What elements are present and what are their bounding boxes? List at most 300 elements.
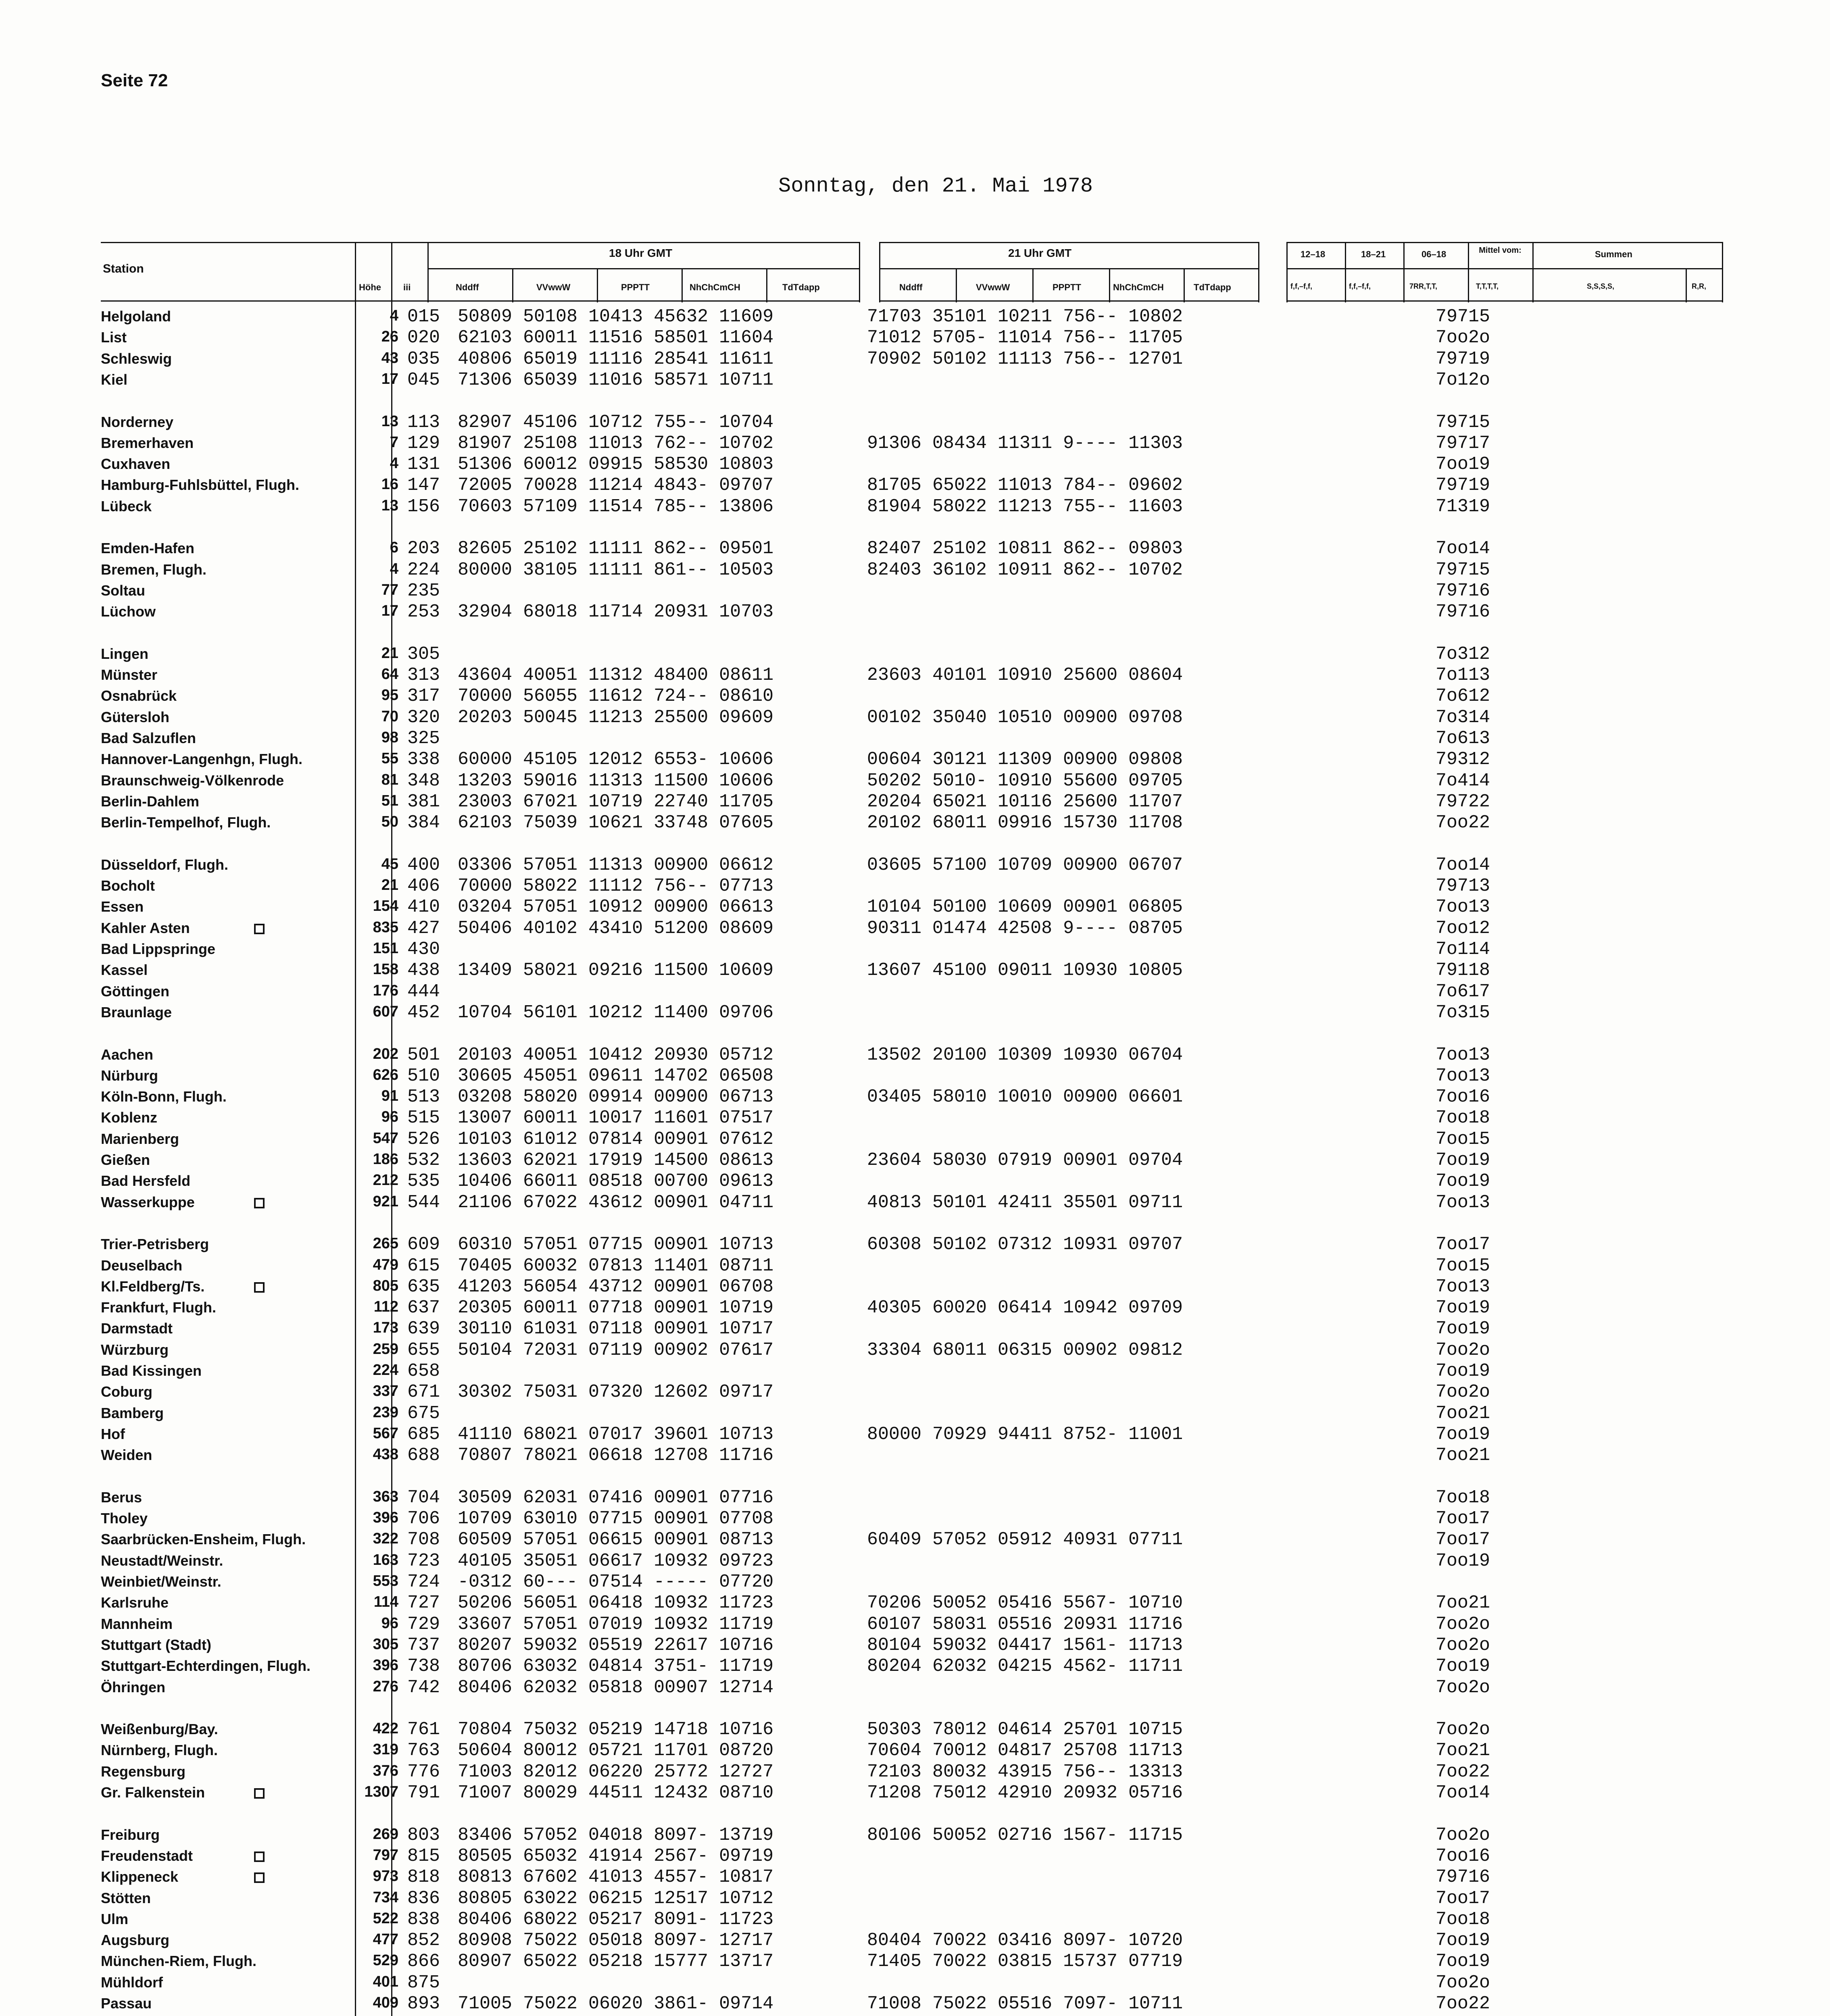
station-height: 259 xyxy=(373,1340,398,1358)
mean-value: 7oo13 xyxy=(1436,897,1490,918)
station-name: Frankfurt, Flugh. xyxy=(101,1299,216,1316)
mean-value: 7oo16 xyxy=(1436,1087,1490,1108)
station-header-rule xyxy=(101,300,355,302)
station-name: Essen xyxy=(101,898,144,915)
obs-21-gmt: 03405 58010 10010 00900 06601 xyxy=(867,1087,1183,1108)
station-name: Schleswig xyxy=(101,350,172,367)
mean-value: 7oo19 xyxy=(1436,1550,1490,1571)
station-index: 313 xyxy=(407,665,440,686)
obs-21-gmt: 20102 68011 09916 15730 11708 xyxy=(867,812,1183,833)
mean-value: 7oo2o xyxy=(1436,1635,1490,1656)
station-height: 151 xyxy=(373,940,398,957)
obs-18-gmt: 80505 65032 41914 2567- 09719 xyxy=(458,1845,774,1866)
station-height: 186 xyxy=(373,1151,398,1168)
station-height: 50 xyxy=(381,813,398,831)
station-index: 671 xyxy=(407,1382,440,1403)
station-height: 239 xyxy=(373,1404,398,1421)
station-index: 738 xyxy=(407,1656,440,1677)
header-12-18: 12–18 xyxy=(1301,249,1326,259)
obs-18-gmt: 70405 60032 07813 11401 08711 xyxy=(458,1255,774,1276)
header-21-col4: NhChCmCH xyxy=(1113,282,1164,292)
header-mid-rule xyxy=(427,268,859,269)
station-index: 501 xyxy=(407,1044,440,1065)
station-height: 55 xyxy=(381,750,398,767)
station-height: 1307 xyxy=(364,1783,398,1800)
mean-value: 7o312 xyxy=(1436,644,1490,664)
obs-18-gmt: 80805 63022 06215 12517 10712 xyxy=(458,1888,774,1909)
obs-18-gmt: 43604 40051 11312 48400 08611 xyxy=(458,665,774,686)
station-height: 17 xyxy=(381,602,398,620)
station-name: Bad Kissingen xyxy=(101,1362,202,1379)
col-rule-18-sub1 xyxy=(512,268,513,302)
obs-18-gmt: 80207 59032 05519 22617 10716 xyxy=(458,1635,774,1656)
station-index: 400 xyxy=(407,854,440,875)
obs-21-gmt: 90311 01474 42508 9---- 08705 xyxy=(867,918,1183,939)
station-name: Kl.Feldberg/Ts. xyxy=(101,1278,205,1295)
station-index: 776 xyxy=(407,1761,440,1782)
obs-18-gmt: 10704 56101 10212 11400 09706 xyxy=(458,1002,774,1023)
station-index: 836 xyxy=(407,1888,440,1909)
station-name: Kassel xyxy=(101,962,148,979)
station-name: Regensburg xyxy=(101,1763,186,1780)
station-name: Tholey xyxy=(101,1510,148,1527)
station-index: 305 xyxy=(407,644,440,664)
station-index: 737 xyxy=(407,1635,440,1656)
mean-value: 79715 xyxy=(1436,412,1490,433)
station-index: 348 xyxy=(407,770,440,791)
station-name: Weiden xyxy=(101,1447,152,1464)
station-height: 114 xyxy=(373,1593,398,1611)
obs-21-gmt: 60107 58031 05516 20931 11716 xyxy=(867,1614,1183,1635)
obs-18-gmt: 70807 78021 06618 12708 11716 xyxy=(458,1445,774,1466)
obs-21-gmt: 82407 25102 10811 862-- 09803 xyxy=(867,538,1183,559)
header-18-col5: TdTdapp xyxy=(782,282,820,292)
header-21-uhr: 21 Uhr GMT xyxy=(1008,247,1072,259)
mean-value: 7oo19 xyxy=(1436,1297,1490,1318)
header-sub-summen1: S,S,S,S, xyxy=(1587,282,1615,290)
station-index: 532 xyxy=(407,1150,440,1170)
mean-value: 7oo15 xyxy=(1436,1129,1490,1150)
obs-18-gmt: 40806 65019 11116 28541 11611 xyxy=(458,348,774,369)
station-index: 235 xyxy=(407,580,440,601)
header-18-col3: PPPTT xyxy=(621,282,650,292)
mean-value: 7oo14 xyxy=(1436,854,1490,875)
station-name: Bamberg xyxy=(101,1404,164,1421)
col-rule-18-sub2 xyxy=(597,268,598,302)
mean-value: 7oo21 xyxy=(1436,1593,1490,1614)
station-name: Trier-Petrisberg xyxy=(101,1236,209,1253)
station-index: 727 xyxy=(407,1593,440,1614)
obs-21-gmt: 33304 68011 06315 00902 09812 xyxy=(867,1339,1183,1360)
station-name: Bad Lippspringe xyxy=(101,941,216,957)
obs-21-gmt: 23604 58030 07919 00901 09704 xyxy=(867,1150,1183,1170)
header-bottom-rule xyxy=(355,300,859,302)
obs-18-gmt: 33607 57051 07019 10932 11719 xyxy=(458,1614,774,1635)
station-index: 381 xyxy=(407,791,440,812)
col-rule-iii-right xyxy=(427,242,429,302)
mean-value: 7oo2o xyxy=(1436,1614,1490,1635)
station-index: 724 xyxy=(407,1572,440,1592)
station-height: 396 xyxy=(373,1657,398,1674)
station-name: Karlsruhe xyxy=(101,1594,169,1611)
obs-18-gmt: 21106 67022 43612 00901 04711 xyxy=(458,1192,774,1213)
obs-21-gmt: 71012 5705- 11014 756-- 11705 xyxy=(867,327,1183,348)
obs-18-gmt: 03306 57051 11313 00900 06612 xyxy=(458,854,774,875)
mean-value: 7oo2o xyxy=(1436,1719,1490,1740)
mean-value: 7oo22 xyxy=(1436,1993,1490,2014)
page-number: Seite 72 xyxy=(101,71,168,90)
obs-18-gmt: 62103 75039 10621 33748 07605 xyxy=(458,812,774,833)
station-index: 203 xyxy=(407,538,440,559)
mean-value: 7oo19 xyxy=(1436,1951,1490,1972)
station-height: 21 xyxy=(381,644,398,662)
station-height: 422 xyxy=(373,1720,398,1737)
station-height: 265 xyxy=(373,1235,398,1252)
mean-value: 7o613 xyxy=(1436,728,1490,749)
mean-value: 79118 xyxy=(1436,960,1490,981)
obs-18-gmt: 50206 56051 06418 10932 11723 xyxy=(458,1593,774,1614)
station-index: 852 xyxy=(407,1930,440,1951)
mean-value: 7o612 xyxy=(1436,686,1490,707)
col-rule-18-end xyxy=(859,242,860,302)
obs-18-gmt: 03208 58020 09914 00900 06713 xyxy=(458,1087,774,1108)
station-height: 376 xyxy=(373,1762,398,1779)
station-index: 427 xyxy=(407,918,440,939)
station-index: 791 xyxy=(407,1783,440,1803)
station-index: 535 xyxy=(407,1171,440,1192)
mean-value: 7o314 xyxy=(1436,707,1490,728)
col-rule-21-sub3 xyxy=(1109,268,1110,302)
station-height: 43 xyxy=(381,349,398,367)
col-rule-18-sub3 xyxy=(682,268,683,302)
table-top-rule-21 xyxy=(879,242,1258,243)
station-name: Passau xyxy=(101,1995,152,2012)
obs-21-gmt: 71208 75012 42910 20932 05716 xyxy=(867,1783,1183,1803)
obs-21-gmt: 40813 50101 42411 35501 09711 xyxy=(867,1192,1183,1213)
station-height: 522 xyxy=(373,1910,398,1927)
mean-value: 79715 xyxy=(1436,559,1490,580)
mean-value: 7oo14 xyxy=(1436,538,1490,559)
station-name: Hannover-Langenhgn, Flugh. xyxy=(101,751,302,768)
obs-18-gmt: 70804 75032 05219 14718 10716 xyxy=(458,1719,774,1740)
obs-18-gmt: 80813 67602 41013 4557- 10817 xyxy=(458,1867,774,1888)
header-18-21: 18–21 xyxy=(1361,249,1386,259)
obs-18-gmt: 71007 80029 44511 12432 08710 xyxy=(458,1783,774,1803)
obs-21-gmt: 70902 50102 11113 756-- 12701 xyxy=(867,348,1183,369)
station-height: 547 xyxy=(373,1129,398,1147)
station-name: Kahler Asten xyxy=(101,919,190,936)
station-name: Kiel xyxy=(101,371,128,388)
station-height: 17 xyxy=(381,370,398,387)
mean-value: 7o315 xyxy=(1436,1002,1490,1023)
mean-value: 7oo17 xyxy=(1436,1888,1490,1909)
header-mid-rule-right xyxy=(1286,268,1722,269)
station-name: Darmstadt xyxy=(101,1320,173,1337)
header-bottom-rule-21 xyxy=(879,300,1258,302)
obs-18-gmt: 03204 57051 10912 00900 06613 xyxy=(458,897,774,918)
station-index: 338 xyxy=(407,749,440,770)
station-index: 452 xyxy=(407,1002,440,1023)
obs-21-gmt: 71703 35101 10211 756-- 10802 xyxy=(867,306,1183,327)
mean-value: 7oo2o xyxy=(1436,1382,1490,1403)
mean-value: 7o414 xyxy=(1436,770,1490,791)
obs-18-gmt: 13409 58021 09216 11500 10609 xyxy=(458,960,774,981)
col-rule-18-sub4 xyxy=(766,268,767,302)
mean-value: 79716 xyxy=(1436,580,1490,601)
obs-18-gmt: 50809 50108 10413 45632 11609 xyxy=(458,306,774,327)
station-name: Öhringen xyxy=(101,1679,165,1695)
station-name: Hamburg-Fuhlsbüttel, Flugh. xyxy=(101,477,299,494)
station-height: 269 xyxy=(373,1825,398,1843)
header-18-col4: NhChCmCH xyxy=(690,282,740,292)
station-index: 526 xyxy=(407,1129,440,1150)
station-height: 4 xyxy=(390,455,398,472)
obs-18-gmt: 41203 56054 43712 00901 06708 xyxy=(458,1276,774,1297)
mean-value: 7oo19 xyxy=(1436,1171,1490,1192)
mean-value: 79719 xyxy=(1436,475,1490,496)
station-name: List xyxy=(101,329,127,346)
header-hoehe: Höhe xyxy=(359,282,381,292)
station-name: Berus xyxy=(101,1489,142,1506)
station-height: 401 xyxy=(373,1973,398,1990)
header-sub-0618: 7RR,T,T, xyxy=(1409,282,1438,290)
obs-18-gmt: 51306 60012 09915 58530 10803 xyxy=(458,454,774,475)
station-height: 81 xyxy=(381,771,398,788)
station-index: 893 xyxy=(407,1993,440,2014)
station-index: 818 xyxy=(407,1867,440,1888)
station-height: 337 xyxy=(373,1383,398,1400)
obs-18-gmt: 71003 82012 06220 25772 12727 xyxy=(458,1761,774,1782)
obs-18-gmt: 50406 40102 43410 51200 08609 xyxy=(458,918,774,939)
station-index: 129 xyxy=(407,433,440,454)
obs-21-gmt: 10104 50100 10609 00901 06805 xyxy=(867,897,1183,918)
mean-value: 7oo17 xyxy=(1436,1234,1490,1255)
mean-value: 7o12o xyxy=(1436,369,1490,390)
mean-value: 79713 xyxy=(1436,876,1490,897)
station-name: Bad Hersfeld xyxy=(101,1173,191,1189)
obs-18-gmt: 10406 66011 08518 00700 09613 xyxy=(458,1171,774,1192)
station-index: 761 xyxy=(407,1719,440,1740)
station-name: Freudenstadt xyxy=(101,1847,193,1864)
station-height: 305 xyxy=(373,1635,398,1653)
station-height: 7 xyxy=(390,433,398,451)
obs-18-gmt: 60000 45105 12012 6553- 10606 xyxy=(458,749,774,770)
mean-value: 7oo13 xyxy=(1436,1276,1490,1297)
station-name: Deuselbach xyxy=(101,1257,183,1274)
station-name: Gr. Falkenstein xyxy=(101,1784,205,1801)
station-height: 173 xyxy=(373,1319,398,1337)
station-index: 639 xyxy=(407,1318,440,1339)
station-height: 477 xyxy=(373,1931,398,1948)
open-square-marker xyxy=(254,1198,265,1208)
obs-21-gmt: 80204 62032 04215 4562- 11711 xyxy=(867,1656,1183,1677)
station-index: 515 xyxy=(407,1108,440,1129)
open-square-marker xyxy=(254,1872,265,1883)
mean-value: 7oo18 xyxy=(1436,1487,1490,1508)
col-rule-r xyxy=(1686,268,1687,302)
station-name: Bocholt xyxy=(101,877,155,894)
date-heading: Sonntag, den 21. Mai 1978 xyxy=(778,174,1093,198)
mean-value: 7oo2o xyxy=(1436,1677,1490,1698)
station-index: 742 xyxy=(407,1677,440,1698)
open-square-marker xyxy=(254,1282,265,1293)
mean-value: 7oo16 xyxy=(1436,1845,1490,1866)
mean-value: 7oo19 xyxy=(1436,1424,1490,1445)
station-name: Lübeck xyxy=(101,498,152,514)
mean-value: 7oo22 xyxy=(1436,1761,1490,1782)
station-index: 609 xyxy=(407,1234,440,1255)
col-rule-mittel xyxy=(1468,242,1469,302)
obs-21-gmt: 40305 60020 06414 10942 09709 xyxy=(867,1297,1183,1318)
station-name: München-Riem, Flugh. xyxy=(101,1953,256,1970)
station-name: Augsburg xyxy=(101,1932,169,1949)
station-index: 513 xyxy=(407,1087,440,1108)
station-height: 21 xyxy=(381,877,398,894)
header-18-uhr: 18 Uhr GMT xyxy=(609,247,673,259)
station-name: Stuttgart (Stadt) xyxy=(101,1636,211,1653)
station-height: 921 xyxy=(373,1193,398,1210)
header-sub-1821: f,f,–f,f, xyxy=(1349,282,1371,290)
station-name: Berlin-Dahlem xyxy=(101,793,200,810)
station-height: 202 xyxy=(373,1045,398,1062)
obs-21-gmt: 13502 20100 10309 10930 06704 xyxy=(867,1044,1183,1065)
station-height: 797 xyxy=(373,1846,398,1864)
station-name: Helgoland xyxy=(101,308,171,325)
obs-18-gmt: 81907 25108 11013 762-- 10702 xyxy=(458,433,774,454)
station-index: 685 xyxy=(407,1424,440,1445)
station-index: 015 xyxy=(407,306,440,327)
station-index: 113 xyxy=(407,412,440,433)
station-name: Coburg xyxy=(101,1383,152,1400)
station-index: 675 xyxy=(407,1403,440,1424)
mean-value: 7oo19 xyxy=(1436,1318,1490,1339)
obs-21-gmt: 70206 50052 05416 5567- 10710 xyxy=(867,1593,1183,1614)
col-rule-21-start xyxy=(879,242,880,302)
station-index: 156 xyxy=(407,496,440,517)
obs-21-gmt: 50303 78012 04614 25701 10715 xyxy=(867,1719,1183,1740)
station-height: 13 xyxy=(381,412,398,430)
header-bottom-rule-right xyxy=(1286,300,1722,302)
mean-value: 79716 xyxy=(1436,1867,1490,1888)
col-rule-summen xyxy=(1532,242,1534,302)
station-name: Würzburg xyxy=(101,1341,169,1358)
obs-18-gmt: 72005 70028 11214 4843- 09707 xyxy=(458,475,774,496)
station-height: 396 xyxy=(373,1509,398,1527)
station-index: 384 xyxy=(407,812,440,833)
station-name: Osnabrück xyxy=(101,687,177,704)
obs-18-gmt: 82605 25102 11111 862-- 09501 xyxy=(458,538,774,559)
mean-value: 7oo12 xyxy=(1436,918,1490,939)
obs-21-gmt: 80104 59032 04417 1561- 11713 xyxy=(867,1635,1183,1656)
station-height: 77 xyxy=(381,581,398,598)
obs-18-gmt: 70000 58022 11112 756-- 07713 xyxy=(458,876,774,897)
station-index: 875 xyxy=(407,1972,440,1993)
station-index: 045 xyxy=(407,369,440,390)
obs-18-gmt: 83406 57052 04018 8097- 13719 xyxy=(458,1824,774,1845)
obs-18-gmt: 70000 56055 11612 724-- 08610 xyxy=(458,686,774,707)
station-height: 734 xyxy=(373,1889,398,1906)
mean-value: 7oo13 xyxy=(1436,1044,1490,1065)
station-name: Düsseldorf, Flugh. xyxy=(101,856,229,873)
mean-value: 7oo13 xyxy=(1436,1192,1490,1213)
mean-value: 79717 xyxy=(1436,433,1490,454)
obs-21-gmt: 82403 36102 10911 862-- 10702 xyxy=(867,559,1183,580)
header-21-col2: VVwwW xyxy=(976,282,1010,292)
obs-18-gmt: -0312 60--- 07514 ----- 07720 xyxy=(458,1572,774,1592)
mean-value: 7oo17 xyxy=(1436,1508,1490,1529)
station-height: 363 xyxy=(373,1488,398,1505)
mean-value: 7oo19 xyxy=(1436,1656,1490,1677)
table-top-rule xyxy=(355,242,859,243)
mean-value: 7oo15 xyxy=(1436,1255,1490,1276)
obs-18-gmt: 30509 62031 07416 00901 07716 xyxy=(458,1487,774,1508)
obs-18-gmt: 50604 80012 05721 11701 08720 xyxy=(458,1740,774,1761)
obs-18-gmt: 82907 45106 10712 755-- 10704 xyxy=(458,412,774,433)
station-index: 035 xyxy=(407,348,440,369)
station-height: 319 xyxy=(373,1741,398,1758)
station-height: 96 xyxy=(381,1108,398,1126)
header-06-18: 06–18 xyxy=(1421,249,1446,259)
obs-21-gmt: 70604 70012 04817 25708 11713 xyxy=(867,1740,1183,1761)
station-name: Aachen xyxy=(101,1046,154,1063)
obs-18-gmt: 71005 75022 06020 3861- 09714 xyxy=(458,1993,774,2014)
station-name: Bremerhaven xyxy=(101,434,194,451)
station-index: 020 xyxy=(407,327,440,348)
station-height: 70 xyxy=(381,708,398,725)
obs-18-gmt: 40105 35051 06617 10932 09723 xyxy=(458,1550,774,1571)
obs-21-gmt: 00102 35040 10510 00900 09708 xyxy=(867,707,1183,728)
obs-21-gmt: 23603 40101 10910 25600 08604 xyxy=(867,665,1183,686)
station-index: 655 xyxy=(407,1339,440,1360)
station-index: 763 xyxy=(407,1740,440,1761)
mean-value: 7oo21 xyxy=(1436,1403,1490,1424)
obs-21-gmt: 20204 65021 10116 25600 11707 xyxy=(867,791,1183,812)
station-name: Bad Salzuflen xyxy=(101,730,196,746)
station-name: Nürnberg, Flugh. xyxy=(101,1742,218,1759)
mean-value: 7o617 xyxy=(1436,981,1490,1002)
header-21-col5: TdTdapp xyxy=(1194,282,1231,292)
station-height: 91 xyxy=(381,1087,398,1105)
obs-18-gmt: 20203 50045 11213 25500 09609 xyxy=(458,707,774,728)
col-rule-1821 xyxy=(1345,242,1346,302)
header-sub-summen2: R,R, xyxy=(1692,282,1706,290)
obs-18-gmt: 10103 61012 07814 00901 07612 xyxy=(458,1129,774,1150)
obs-18-gmt: 80406 62032 05818 00907 12714 xyxy=(458,1677,774,1698)
station-height: 96 xyxy=(381,1614,398,1632)
obs-18-gmt: 80908 75022 05018 8097- 12717 xyxy=(458,1930,774,1951)
station-height: 322 xyxy=(373,1530,398,1547)
station-index: 866 xyxy=(407,1951,440,1972)
station-index: 444 xyxy=(407,981,440,1002)
header-iii: iii xyxy=(403,282,411,292)
station-name: Lingen xyxy=(101,645,148,662)
obs-18-gmt: 30605 45051 09611 14702 06508 xyxy=(458,1065,774,1086)
obs-18-gmt: 60509 57051 06615 00901 08713 xyxy=(458,1529,774,1550)
obs-21-gmt: 50202 5010- 10910 55600 09705 xyxy=(867,770,1183,791)
header-sub-mittel: T,T,T,T, xyxy=(1476,282,1499,290)
obs-18-gmt: 80907 65022 05218 15777 13717 xyxy=(458,1951,774,1972)
mean-value: 79719 xyxy=(1436,348,1490,369)
obs-18-gmt: 32904 68018 11714 20931 10703 xyxy=(458,602,774,623)
obs-18-gmt: 80406 68022 05217 8091- 11723 xyxy=(458,1909,774,1930)
station-height: 95 xyxy=(381,687,398,704)
col-rule-21-end xyxy=(1258,242,1259,302)
station-name: Freiburg xyxy=(101,1826,160,1843)
station-name: Wasserkuppe xyxy=(101,1193,195,1210)
station-height: 553 xyxy=(373,1572,398,1589)
col-rule-right-start xyxy=(1286,242,1288,302)
station-height: 607 xyxy=(373,1003,398,1020)
